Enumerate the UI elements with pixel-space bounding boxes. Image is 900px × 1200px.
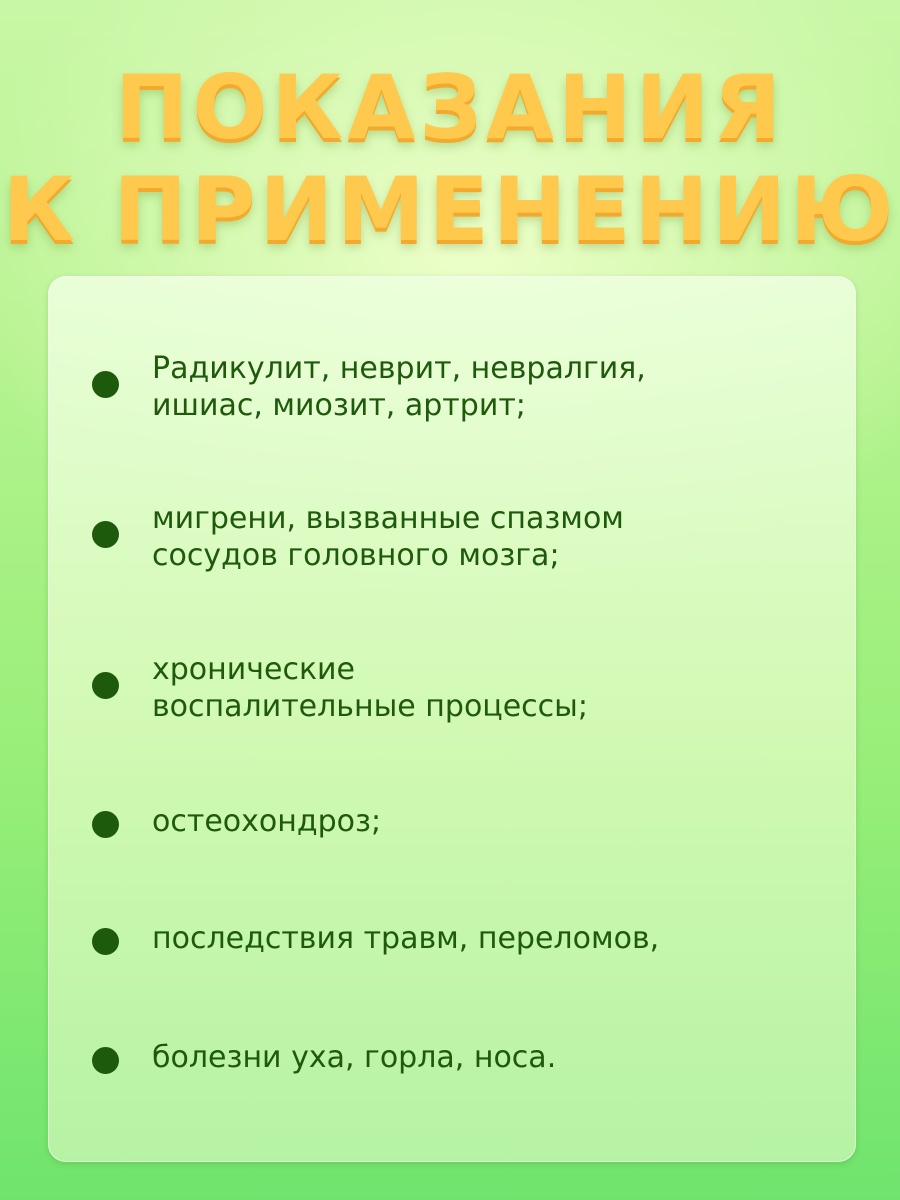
list-item-text: последствия травм, переломов, <box>152 921 660 956</box>
list-item-text: Радикулит, неврит, невралгия, ишиас, миозит, артрит; <box>152 351 646 423</box>
list-item-text: болезни уха, горла, носа. <box>152 1040 557 1075</box>
bullet-icon <box>92 672 119 699</box>
bullet-icon <box>92 1047 119 1074</box>
bullet-icon <box>92 928 119 955</box>
page-title-line-2: К ПРИМЕНЕНИЮ <box>2 158 898 261</box>
bullet-icon <box>92 521 119 548</box>
page-title-line-1: ПОКАЗАНИЯ <box>114 56 786 159</box>
bullet-icon <box>92 811 119 838</box>
list-item-text: хронические воспалительные процессы; <box>152 652 588 724</box>
bullet-icon <box>92 371 119 398</box>
list-item-text: остеохондроз; <box>152 804 382 839</box>
indications-card <box>48 276 856 1162</box>
list-item-text: мигрени, вызванные спазмом сосудов головного мозга; <box>152 501 624 573</box>
